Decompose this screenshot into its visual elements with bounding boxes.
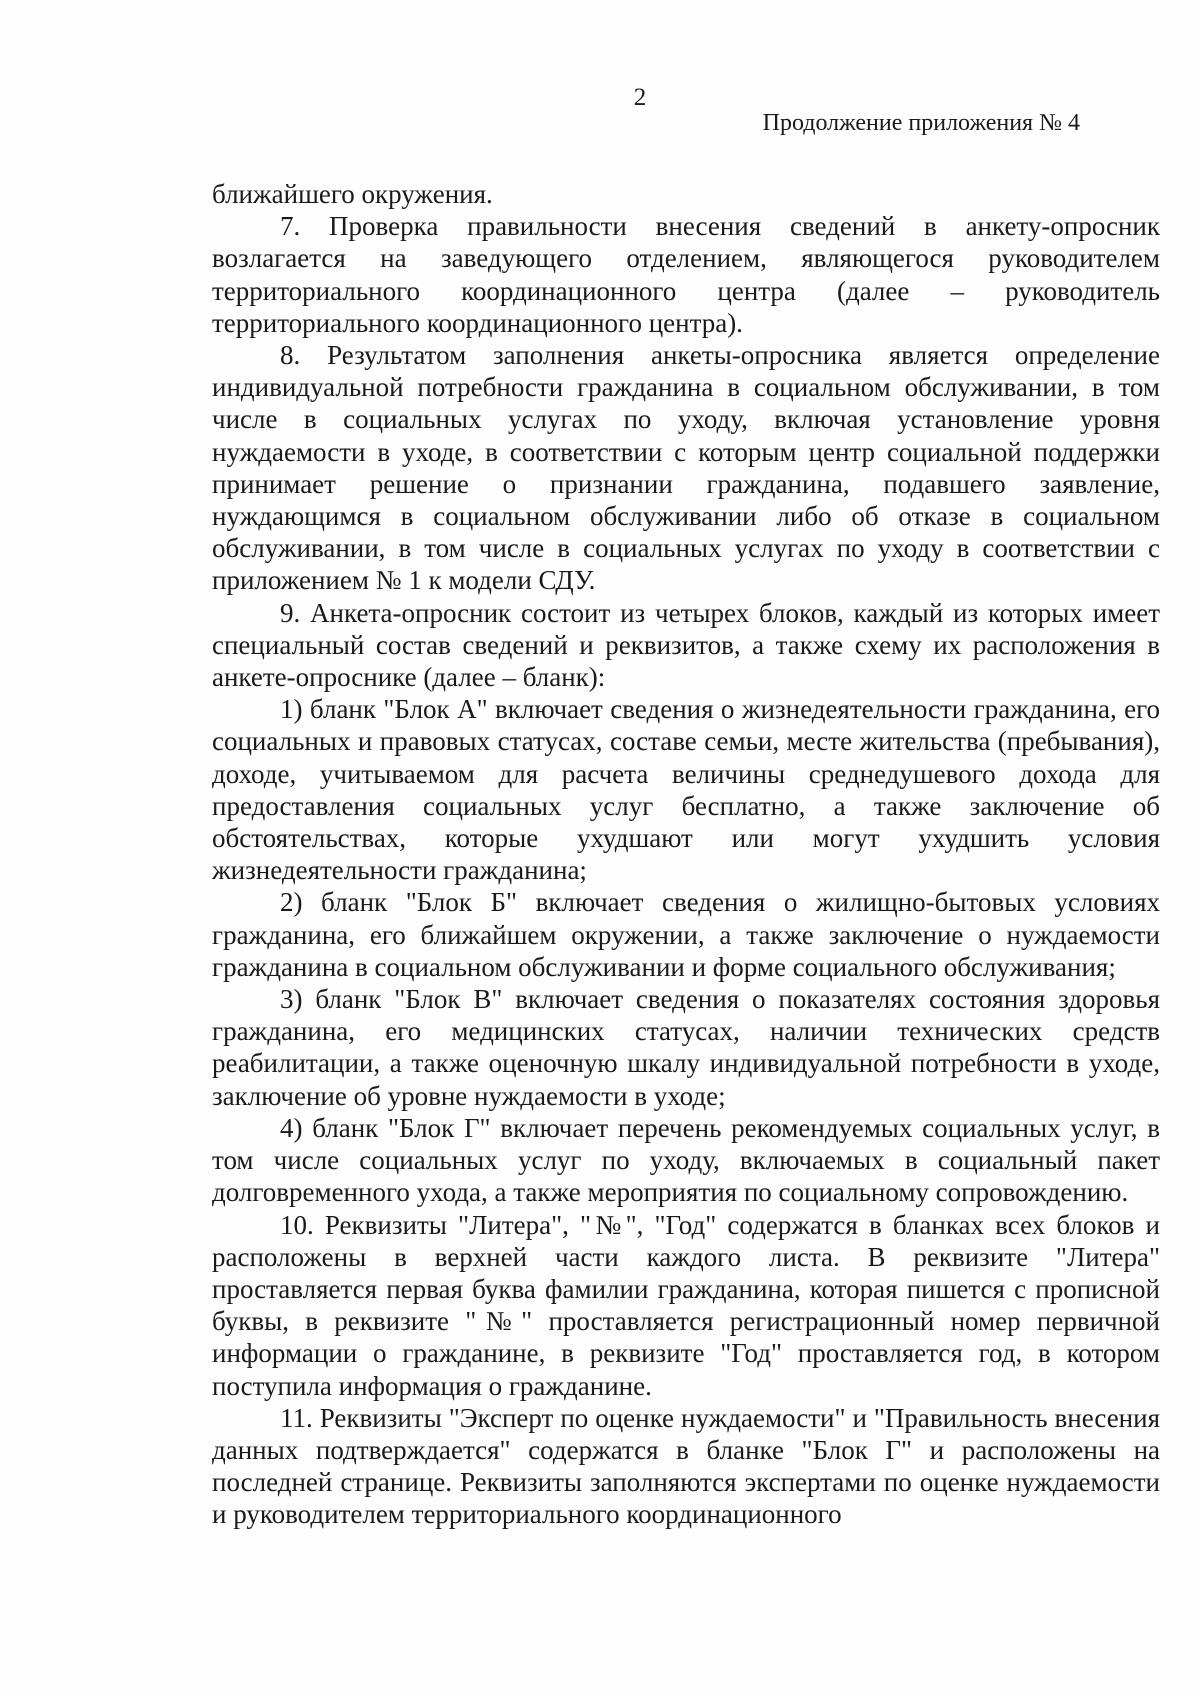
list-item-block-v: 3) бланк "Блок В" включает сведения о показателях состояния здоровья гражданина, его медицинских статусах, наличии технических средств реабилитации, а также оценочную шкалу индивидуальной потребности в уходе, заключение об уровне нуждаемости в уходе;: [212, 984, 1160, 1111]
continuation-note: Продолжение приложения № 4: [762, 110, 1080, 136]
paragraph-11: 11. Реквизиты "Эксперт по оценке нуждаемости" и "Правильность внесения данных подтверждается" содержатся в бланке "Блок Г" и расположены на последней странице. Реквизиты заполняются экспертами по оценке нуждаемости и руководителем территориального координационного: [212, 1402, 1160, 1530]
paragraph-7: 7. Проверка правильности внесения сведений в анкету-опросник возлагается на заведующего отделением, являющегося руководителем территориального координационного центра (далее – руководитель территориального координационного центра).: [212, 211, 1160, 338]
list-item-block-a: 1) бланк "Блок А" включает сведения о жизнедеятельности гражданина, его социальных и правовых статусах, составе семьи, месте жительства (пребывания), доходе, учитываемом для расчета величины среднедушевого дохода для предоставления социальных услуг бесплатно, а также заключение об обстоятельствах, которые ухудшают или могут ухудшить условия жизнедеятельности гражданина;: [212, 694, 1160, 886]
paragraph-10: 10. Реквизиты "Литера", "№", "Год" содержатся в бланках всех блоков и расположены в верхней части каждого листа. В реквизите "Литера" проставляется первая буква фамилии гражданина, которая пишется с прописной буквы, в реквизите "№" проставляется регистрационный номер первичной информации о гражданине, в реквизите "Год" проставляется год, в котором поступила информация о гражданине.: [212, 1209, 1160, 1401]
paragraph-continuation: ближайшего окружения.: [212, 179, 493, 209]
list-item-block-g: 4) бланк "Блок Г" включает перечень рекомендуемых социальных услуг, в том числе социальных услуг по уходу, включаемых в социальный пакет долговременного ухода, а также мероприятия по социальному сопровождению.: [212, 1112, 1160, 1208]
page-number: 2: [633, 84, 647, 111]
paragraph-9: 9. Анкета-опросник состоит из четырех блоков, каждый из которых имеет специальный состав сведений и реквизитов, а также схему их расположения в анкете-опроснике (далее – бланк):: [212, 597, 1160, 693]
list-item-block-b: 2) бланк "Блок Б" включает сведения о жилищно-бытовых условиях гражданина, его ближайшем окружении, а также заключение о нуждаемости гражданина в социальном обслуживании и форме социального обслуживания;: [212, 887, 1160, 982]
paragraph-8: 8. Результатом заполнения анкеты-опросника является определение индивидуальной потребности гражданина в социальном обслуживании, в том числе в социальных услугах по уходу, включая установление уровня нуждаемости в уходе, в соответствии с которым центр социальной поддержки принимает решение о признании гражданина, подавшего заявление, нуждающимся в социальном обслуживании либо об отказе в социальном обслуживании, в том числе в социальных услугах по уходу в соответствии с приложением № 1 к модели СДУ.: [212, 340, 1160, 596]
document-body: [212, 178, 1160, 1531]
